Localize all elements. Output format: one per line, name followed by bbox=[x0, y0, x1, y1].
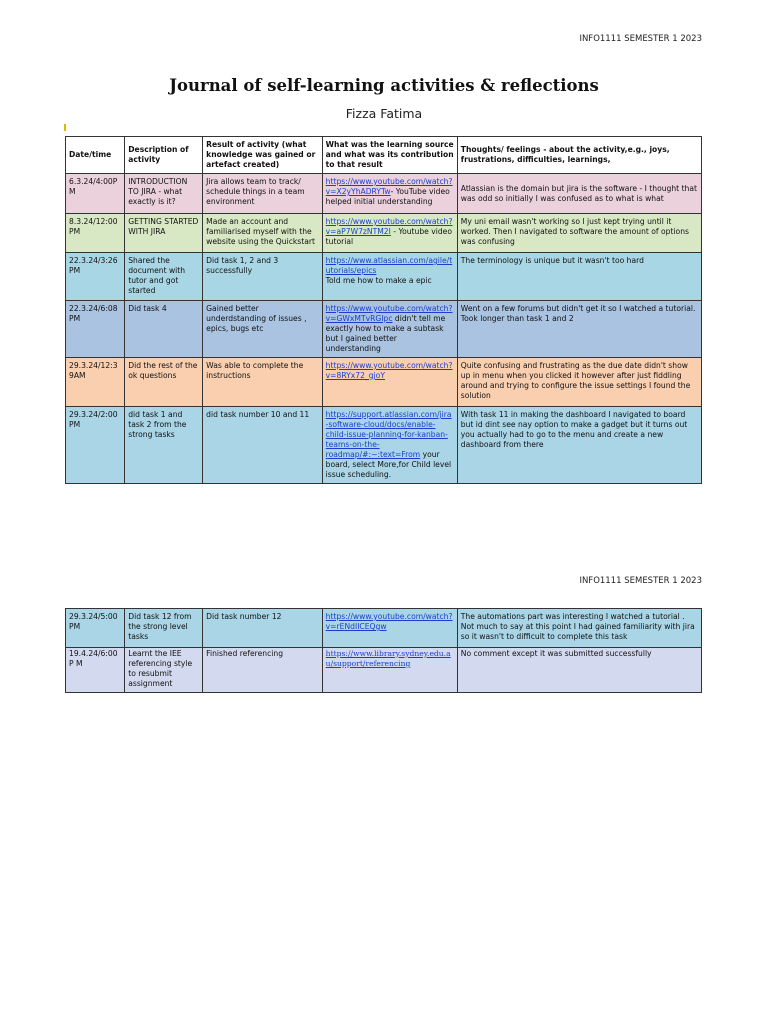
column-header-description: Description of activity bbox=[125, 137, 203, 174]
column-header-result: Result of activity (what knowledge was gained or artefact created) bbox=[203, 137, 323, 174]
source-text: Told me how to make a epic bbox=[325, 276, 432, 285]
cell-description: Did task 12 from the strong level tasks bbox=[125, 609, 203, 648]
cell-thoughts: Went on a few forums but didn't get it so I watched a tutorial. Took longer than task 1 and 2 bbox=[457, 301, 701, 358]
column-header-thoughts: Thoughts/ feelings - about the activity,e.g., joys, frustrations, difficulties, learnings, bbox=[457, 137, 701, 174]
author-name: Fizza Fatima bbox=[345, 106, 423, 121]
cell-thoughts: Atlassian is the domain but jira is the software - I thought that was odd so initially I was confused as to what is what bbox=[457, 174, 701, 214]
source-link[interactable]: https://www.atlassian.com/agile/tutorials/epics bbox=[325, 256, 453, 275]
cell-source bbox=[322, 648, 457, 693]
cell-description: GETTING STARTED WITH JIRA bbox=[125, 214, 203, 253]
source-link[interactable]: https://www.youtube.com/watch?v=aP7W7zNTM2I bbox=[325, 217, 453, 236]
source-text: - Youtube video tutorial bbox=[325, 227, 452, 246]
cell-description: Did the rest of the ok questions bbox=[125, 358, 203, 407]
table-row bbox=[66, 609, 702, 648]
table-row bbox=[66, 648, 702, 693]
table-row bbox=[66, 358, 702, 407]
cursor-mark bbox=[64, 124, 66, 131]
cell-result: did task number 10 and 11 bbox=[203, 407, 323, 484]
table-header-row bbox=[66, 137, 702, 174]
cell-result: Finished referencing bbox=[203, 648, 323, 693]
journal-table-continued bbox=[65, 608, 702, 693]
source-link[interactable]: https://support.atlassian.com/jira-software-cloud/docs/enable-child-issue-planning-for-kanban-teams-on-the-roadmap/#:~:text=From bbox=[325, 410, 452, 459]
table-row bbox=[66, 174, 702, 214]
cell-thoughts: Quite confusing and frustrating as the due date didn't show up in menu when you clicked it however after just fiddling around and trying to configure the issue settings I found the solution bbox=[457, 358, 701, 407]
table-row bbox=[66, 407, 702, 484]
cell-description: did task 1 and task 2 from the strong tasks bbox=[125, 407, 203, 484]
page-header: INFO1111 SEMESTER 1 2023 bbox=[579, 34, 702, 44]
source-link[interactable]: https://www.youtube.com/watch?v=rENdIICEQgw bbox=[325, 612, 453, 631]
cell-date: 22.3.24/6:08 PM bbox=[66, 301, 125, 358]
column-header-source: What was the learning source and what was its contribution to that result bbox=[322, 137, 457, 174]
source-link[interactable]: https://www.youtube.com/watch?v=GWxMTvRGIpc bbox=[325, 304, 453, 323]
cell-source bbox=[322, 253, 457, 301]
source-text: your board, select More,for Child level issue scheduling. bbox=[325, 450, 452, 479]
source-text: didn't tell me exactly how to make a subtask but I gained better understanding bbox=[325, 314, 446, 353]
cell-source bbox=[322, 358, 457, 407]
cell-thoughts: The terminology is unique but it wasn't too hard bbox=[457, 253, 701, 301]
cell-source bbox=[322, 174, 457, 214]
cell-date: 29.3.24/12:3 9AM bbox=[66, 358, 125, 407]
cell-description: Learnt the IEE referencing style to resubmit assignment bbox=[125, 648, 203, 693]
cell-result: Made an account and familiarised myself with the website using the Quickstart bbox=[203, 214, 323, 253]
cell-source bbox=[322, 214, 457, 253]
page-header-2: INFO1111 SEMESTER 1 2023 bbox=[579, 576, 702, 586]
cell-date: 22.3.24/3:26 PM bbox=[66, 253, 125, 301]
source-link[interactable]: https://www.library.sydney.edu.au/support/referencing bbox=[325, 649, 451, 668]
cell-date: 29.3.24/2:00 PM bbox=[66, 407, 125, 484]
source-link[interactable]: https://www.youtube.com/watch?v=X2yYhADRYTw bbox=[325, 177, 453, 196]
cell-thoughts: No comment except it was submitted successfully bbox=[457, 648, 701, 693]
cell-source bbox=[322, 609, 457, 648]
table-row bbox=[66, 214, 702, 253]
page-title: Journal of self-learning activities & reflections bbox=[169, 76, 599, 95]
cell-thoughts: With task 11 in making the dashboard I navigated to board but id dint see nay option to make a gadget but it turns out you actually had to go to the menu and create a new dashboard from there bbox=[457, 407, 701, 484]
table-row bbox=[66, 253, 702, 301]
cell-result: Gained better underdstanding of issues , epics, bugs etc bbox=[203, 301, 323, 358]
journal-table bbox=[65, 136, 702, 484]
cell-date: 29.3.24/5:00 PM bbox=[66, 609, 125, 648]
cell-date: 8.3.24/12:00 PM bbox=[66, 214, 125, 253]
cell-thoughts: My uni email wasn't working so I just kept trying until it worked. Then I navigated to software the amount of options was confusing bbox=[457, 214, 701, 253]
table-row bbox=[66, 301, 702, 358]
cell-result: Jira allows team to track/ schedule things in a team environment bbox=[203, 174, 323, 214]
source-text: - YouTube video helped initial understanding bbox=[325, 187, 450, 206]
cell-thoughts: The automations part was interesting I watched a tutorial . Not much to say at this point I had gained familiarity with jira so it wasn't to difficult to complete this task bbox=[457, 609, 701, 648]
cell-source bbox=[322, 407, 457, 484]
cell-result: Did task number 12 bbox=[203, 609, 323, 648]
cell-source bbox=[322, 301, 457, 358]
cell-result: Did task 1, 2 and 3 successfully bbox=[203, 253, 323, 301]
column-header-date: Date/time bbox=[66, 137, 125, 174]
cell-date: 19.4.24/6:00P M bbox=[66, 648, 125, 693]
cell-description: Did task 4 bbox=[125, 301, 203, 358]
cell-date: 6.3.24/4:00P M bbox=[66, 174, 125, 214]
source-link[interactable]: https://www.youtube.com/watch?v=8RYx72_gjoY bbox=[325, 361, 453, 380]
cell-description: Shared the document with tutor and got started bbox=[125, 253, 203, 301]
cell-result: Was able to complete the instructions bbox=[203, 358, 323, 407]
cell-description: INTRODUCTION TO JIRA - what exactly is it? bbox=[125, 174, 203, 214]
